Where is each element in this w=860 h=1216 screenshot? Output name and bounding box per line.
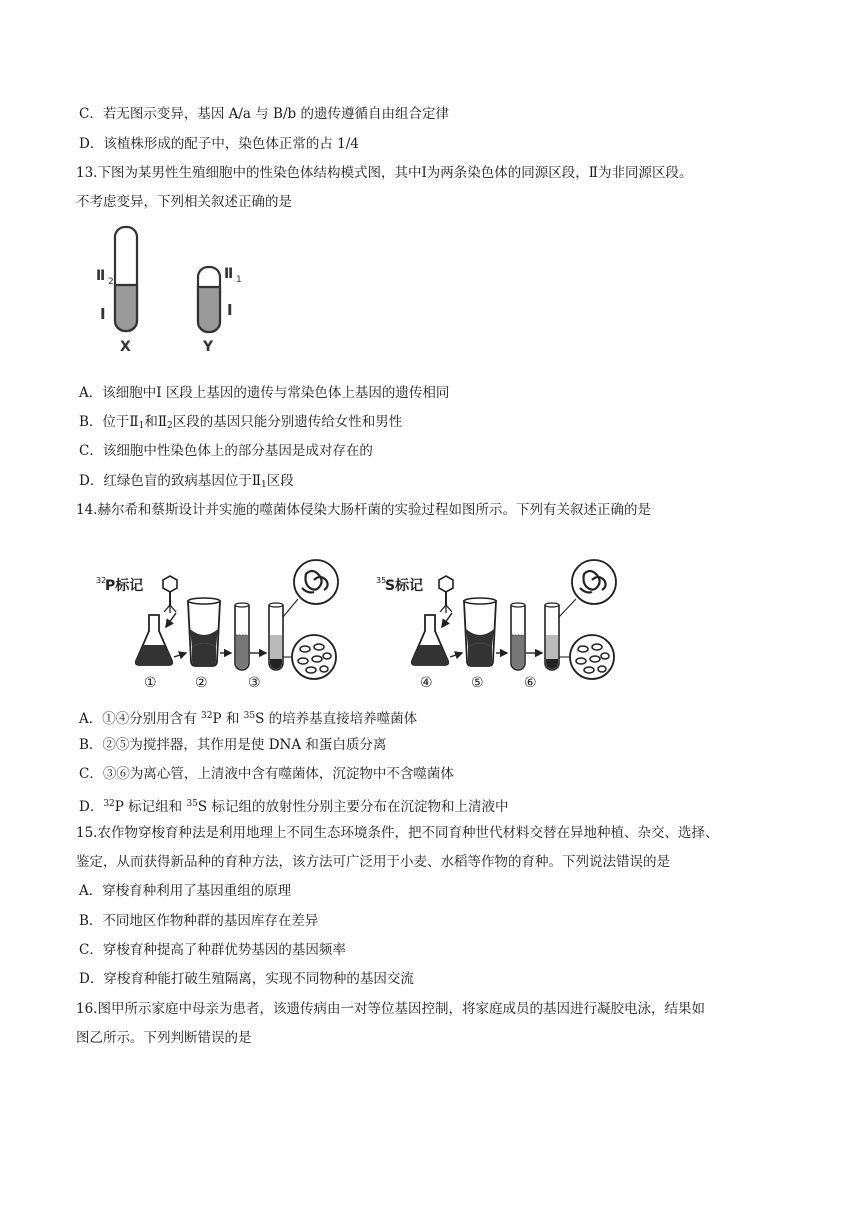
q16-stem-line2: 图乙所示。下列判断错误的是	[76, 1030, 252, 1046]
right-phage-icon	[439, 576, 453, 613]
q13-stem-line1: 13.下图为某男性生殖细胞中的性染色体结构模式图，其中Ⅰ为两条染色体的同源区段，Ⅱ为非同源区段。	[76, 165, 693, 181]
q13-option-d: D．红绿色盲的致病基因位于$Ⅱ_1$区段	[79, 473, 294, 490]
left-tube-icon-2	[269, 603, 283, 670]
y-region-ii-subscript: 1	[236, 275, 242, 285]
q12-option-c: C．若无图示变异，基因 A/a 与 B/b 的遗传遵循自由组合定律	[79, 106, 449, 122]
x-region-i-label: I	[100, 305, 106, 323]
right-tube-icon-1	[511, 603, 525, 670]
step-label-2: ②	[195, 675, 208, 691]
left-circle-bottom-icon	[292, 635, 336, 679]
q15-option-b: B．不同地区作物种群的基因库存在差异	[79, 913, 319, 929]
left-phage-icon	[163, 576, 177, 613]
q12-option-d: D．该植株形成的配子中，染色体正常的占 1/4	[79, 136, 359, 152]
right-tube-icon-2	[545, 603, 559, 670]
q13-option-c: C．该细胞中性染色体上的部分基因是成对存在的	[79, 443, 373, 459]
q14-option-c: C．③⑥为离心管，上清液中含有噬菌体，沉淀物中不含噬菌体	[79, 766, 454, 782]
right-label-s-marked: S标记	[385, 578, 424, 594]
right-isotope-superscript: 35	[376, 576, 387, 585]
q14-option-b: B．②⑤为搅拌器，其作用是使 DNA 和蛋白质分离	[79, 737, 387, 753]
step-label-4: ④	[420, 675, 433, 691]
step-label-5: ⑤	[471, 675, 484, 691]
q15-stem-line2: 鉴定，从而获得新品种的育种方法，该方法可广泛用于小麦、水稻等作物的育种。下列说法错误的是	[76, 854, 670, 870]
x-chromosome-label: X	[120, 339, 131, 355]
left-label-p-marked: P标记	[105, 578, 144, 594]
right-circle-top-icon	[572, 560, 616, 604]
q16-stem-line1: 16.图甲所示家庭中母亲为患者，该遗传病由一对等位基因控制，将家庭成员的基因进行凝胶电泳，结果如	[76, 1001, 705, 1017]
y-chromosome-label: Y	[203, 339, 214, 355]
right-blender-icon	[464, 598, 496, 666]
right-circle-bottom-icon	[570, 635, 614, 679]
left-tube-icon-1	[235, 603, 249, 670]
phage-experiment-figure	[90, 545, 680, 695]
q13-stem-line2: 不考虑变异，下列相关叙述正确的是	[76, 194, 292, 210]
y-region-ii-label: Ⅱ	[224, 266, 234, 282]
x-region-ii-subscript: 2	[108, 277, 114, 287]
sex-chromosome-figure	[88, 223, 258, 358]
step-label-3: ③	[248, 675, 261, 691]
y-region-i-label: I	[227, 301, 233, 319]
q15-option-d: D．穿梭育种能打破生殖隔离，实现不同物种的基因交流	[79, 971, 414, 987]
step-label-1: ①	[144, 675, 157, 691]
q15-stem-line1: 15.农作物穿梭育种法是利用地理上不同生态环境条件，把不同育种世代材料交替在异地种植、杂交、选择、	[76, 825, 719, 841]
left-isotope-superscript: 32	[96, 576, 107, 585]
left-blender-icon	[188, 598, 220, 666]
q14-option-d: D．$^{32}$P 标记组和 $^{35}$S 标记组的放射性分别主要分布在沉淀物和上清液中	[79, 799, 509, 815]
step-label-6: ⑥	[524, 675, 537, 691]
q13-option-a: A．该细胞中Ⅰ 区段上基因的遗传与常染色体上基因的遗传相同	[79, 385, 450, 401]
left-flask-icon	[136, 615, 172, 665]
x-chromosome	[115, 227, 137, 331]
y-chromosome	[198, 267, 220, 332]
q15-option-c: C．穿梭育种提高了种群优势基因的基因频率	[79, 942, 346, 958]
q14-option-a: A．①④分别用含有 $^{32}$P 和 $^{35}$S 的培养基直接培养噬菌体	[79, 711, 418, 727]
q14-stem: 14.赫尔希和蔡斯设计并实施的噬菌体侵染大肠杆菌的实验过程如图所示。下列有关叙述正确的是	[76, 502, 651, 518]
q15-option-a: A．穿梭育种利用了基因重组的原理	[79, 883, 292, 899]
x-region-ii-label: Ⅱ	[96, 268, 106, 284]
q13-option-b: B．位于$Ⅱ_1$和$Ⅱ_2$区段的基因只能分别遗传给女性和男性	[79, 414, 403, 431]
right-flask-icon	[412, 615, 448, 665]
left-circle-top-icon	[294, 560, 338, 604]
